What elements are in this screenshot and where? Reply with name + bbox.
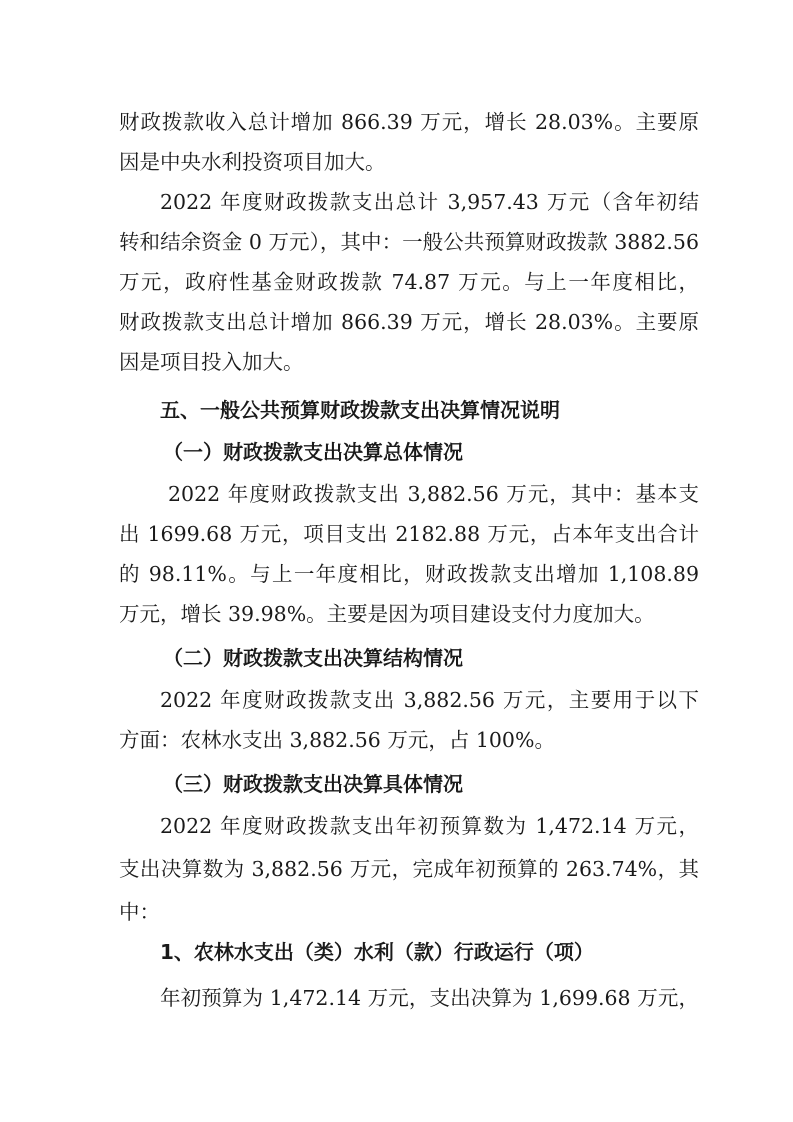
paragraph-line: 方面：农林水支出 3,882.56 万元，占 100%。 (119, 728, 555, 752)
section-heading: 五、一般公共预算财政拨款支出决算情况说明 (160, 398, 560, 422)
paragraph-line: 2022 年度财政拨款支出年初预算数为 1,472.14 万元， (160, 814, 699, 838)
paragraph-line: 出 1699.68 万元，项目支出 2182.88 万元，占本年支出合计 (119, 522, 699, 546)
paragraph-line: 财政拨款收入总计增加 866.39 万元，增长 28.03%。主要原 (119, 110, 699, 134)
subsection-heading: （一）财政拨款支出决算总体情况 (163, 440, 463, 464)
paragraph-line: 万元，增长 39.98%。主要是因为项目建设支付力度加大。 (119, 602, 655, 626)
paragraph-line: 因是项目投入加大。 (119, 350, 304, 374)
subsection-heading: （二）财政拨款支出决算结构情况 (163, 646, 463, 670)
paragraph-line: 的 98.11%。与上一年度相比，财政拨款支出增加 1,108.89 (119, 562, 699, 586)
paragraph-line: 财政拨款支出总计增加 866.39 万元，增长 28.03%。主要原 (119, 310, 699, 334)
paragraph-line: 中： (119, 900, 160, 924)
paragraph-line: 2022 年度财政拨款支出 3,882.56 万元，其中：基本支 (168, 482, 699, 506)
paragraph-line: 年初预算为 1,472.14 万元，支出决算为 1,699.68 万元， (160, 986, 699, 1010)
paragraph-line: 2022 年度财政拨款支出总计 3,957.43 万元（含年初结 (160, 190, 699, 214)
paragraph-line: 支出决算数为 3,882.56 万元，完成年初预算的 263.74%，其 (119, 857, 699, 881)
paragraph-line: 万元，政府性基金财政拨款 74.87 万元。与上一年度相比， (119, 270, 699, 294)
subsection-heading: （三）财政拨款支出决算具体情况 (163, 772, 463, 796)
item-heading: 1、农林水支出（类）水利（款）行政运行（项） (160, 940, 594, 964)
paragraph-line: 因是中央水利投资项目加大。 (119, 150, 386, 174)
paragraph-line: 2022 年度财政拨款支出 3,882.56 万元，主要用于以下 (160, 688, 699, 712)
paragraph-line: 转和结余资金 0 万元），其中：一般公共预算财政拨款 3882.56 (119, 230, 699, 254)
